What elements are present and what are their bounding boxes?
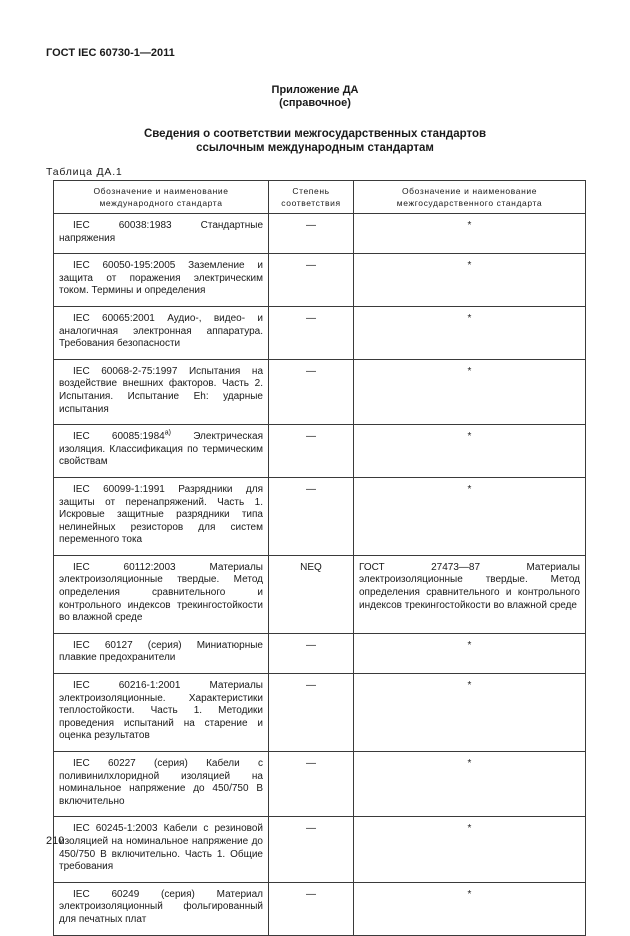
international-standard: IEC 60065:2001 Аудио-, видео- и аналогичная электронная аппаратура. Требования безопасности [54, 306, 269, 359]
conformity-degree: — [269, 817, 354, 882]
conformity-degree: — [269, 882, 354, 935]
international-standard: IEC 60227 (серия) Кабели с поливинилхлоридной изоляцией на номинальное напряжение до 450/750 В включительно [54, 752, 269, 817]
column-header-national: Обозначение и наименование межгосударственного стандарта [354, 181, 586, 214]
section-heading [0, 127, 630, 155]
appendix-subtitle: (справочное) [279, 97, 351, 109]
national-standard: * [354, 633, 586, 673]
heading-line-2: ссылочным международным стандартам [196, 142, 434, 154]
international-standard [54, 425, 269, 478]
international-standard: IEC 60068-2-75:1997 Испытания на воздействие внешних факторов. Часть 2. Испытания. Испытание Eh: ударные испытания [54, 359, 269, 424]
conformity-degree: — [269, 306, 354, 359]
national-standard: * [354, 674, 586, 752]
international-standard: IEC 60216-1:2001 Материалы электроизоляционные. Характеристики теплостойкости. Часть 1. Методики проведения испытаний на старение и оценка результатов [54, 674, 269, 752]
table-row [54, 882, 586, 935]
national-standard: * [354, 817, 586, 882]
conformity-degree: — [269, 674, 354, 752]
national-standard: * [354, 254, 586, 307]
appendix-title: Приложение ДА [271, 84, 359, 96]
conformity-degree: NEQ [269, 555, 354, 633]
conformity-degree: — [269, 359, 354, 424]
document-code: ГОСТ IEC 60730-1—2011 [46, 47, 175, 59]
table-row [54, 214, 586, 254]
international-standard: IEC 60127 (серия) Миниатюрные плавкие предохранители [54, 633, 269, 673]
international-standard: IEC 60038:1983 Стандартные напряжения [54, 214, 269, 254]
national-standard: * [354, 359, 586, 424]
international-standard: IEC 60099-1:1991 Разрядники для защиты от перенапряжений. Часть 1. Искровые защитные разрядники типа нелинейных резисторов для систем переменного тока [54, 477, 269, 555]
table-row [54, 425, 586, 478]
conformity-degree: — [269, 425, 354, 478]
conformity-degree: — [269, 477, 354, 555]
national-standard: * [354, 882, 586, 935]
table-header-row [54, 181, 586, 214]
appendix-block [0, 84, 630, 110]
national-standard: * [354, 477, 586, 555]
international-standard: IEC 60245-1:2003 Кабели с резиновой изоляцией на номинальное напряжение до 450/750 В включительно. Часть 1. Общие требования [54, 817, 269, 882]
table-label: Таблица ДА.1 [46, 166, 123, 178]
table-row [54, 674, 586, 752]
conformity-degree: — [269, 633, 354, 673]
international-standard: IEC 60249 (серия) Материал электроизоляционный фольгированный для печатных плат [54, 882, 269, 935]
national-standard: * [354, 214, 586, 254]
column-header-degree: Степень соответствия [269, 181, 354, 214]
standard-code: IEC 60085:1984 [73, 431, 165, 443]
table-row [54, 752, 586, 817]
table-row [54, 254, 586, 307]
national-standard: * [354, 752, 586, 817]
conformity-degree: — [269, 254, 354, 307]
national-standard: * [354, 306, 586, 359]
column-header-international: Обозначение и наименование международного стандарта [54, 181, 269, 214]
international-standard: IEC 60050-195:2005 Заземление и защита от поражения электрическим током. Термины и определения [54, 254, 269, 307]
national-standard: * [354, 425, 586, 478]
table-row [54, 477, 586, 555]
table-row [54, 817, 586, 882]
conformity-degree: — [269, 752, 354, 817]
international-standard: IEC 60112:2003 Материалы электроизоляционные твердые. Метод определения сравнительного и контрольного индексов трекингостойкости во влажной среде [54, 555, 269, 633]
standards-table [53, 180, 586, 936]
table-row [54, 306, 586, 359]
heading-line-1: Сведения о соответствии межгосударственных стандартов [143, 128, 487, 140]
table-row [54, 633, 586, 673]
national-standard: ГОСТ 27473—87 Материалы электроизоляционные твердые. Метод определения сравнительного и контрольного индексов трекингостойкости во влажной среде [354, 555, 586, 633]
standard-title: Электрическая изоляция. Классификация по термическим свойствам [59, 431, 264, 468]
conformity-degree: — [269, 214, 354, 254]
table-row [54, 359, 586, 424]
table-row [54, 555, 586, 633]
page-number: 210 [46, 835, 65, 847]
footnote-marker: a) [164, 429, 171, 437]
